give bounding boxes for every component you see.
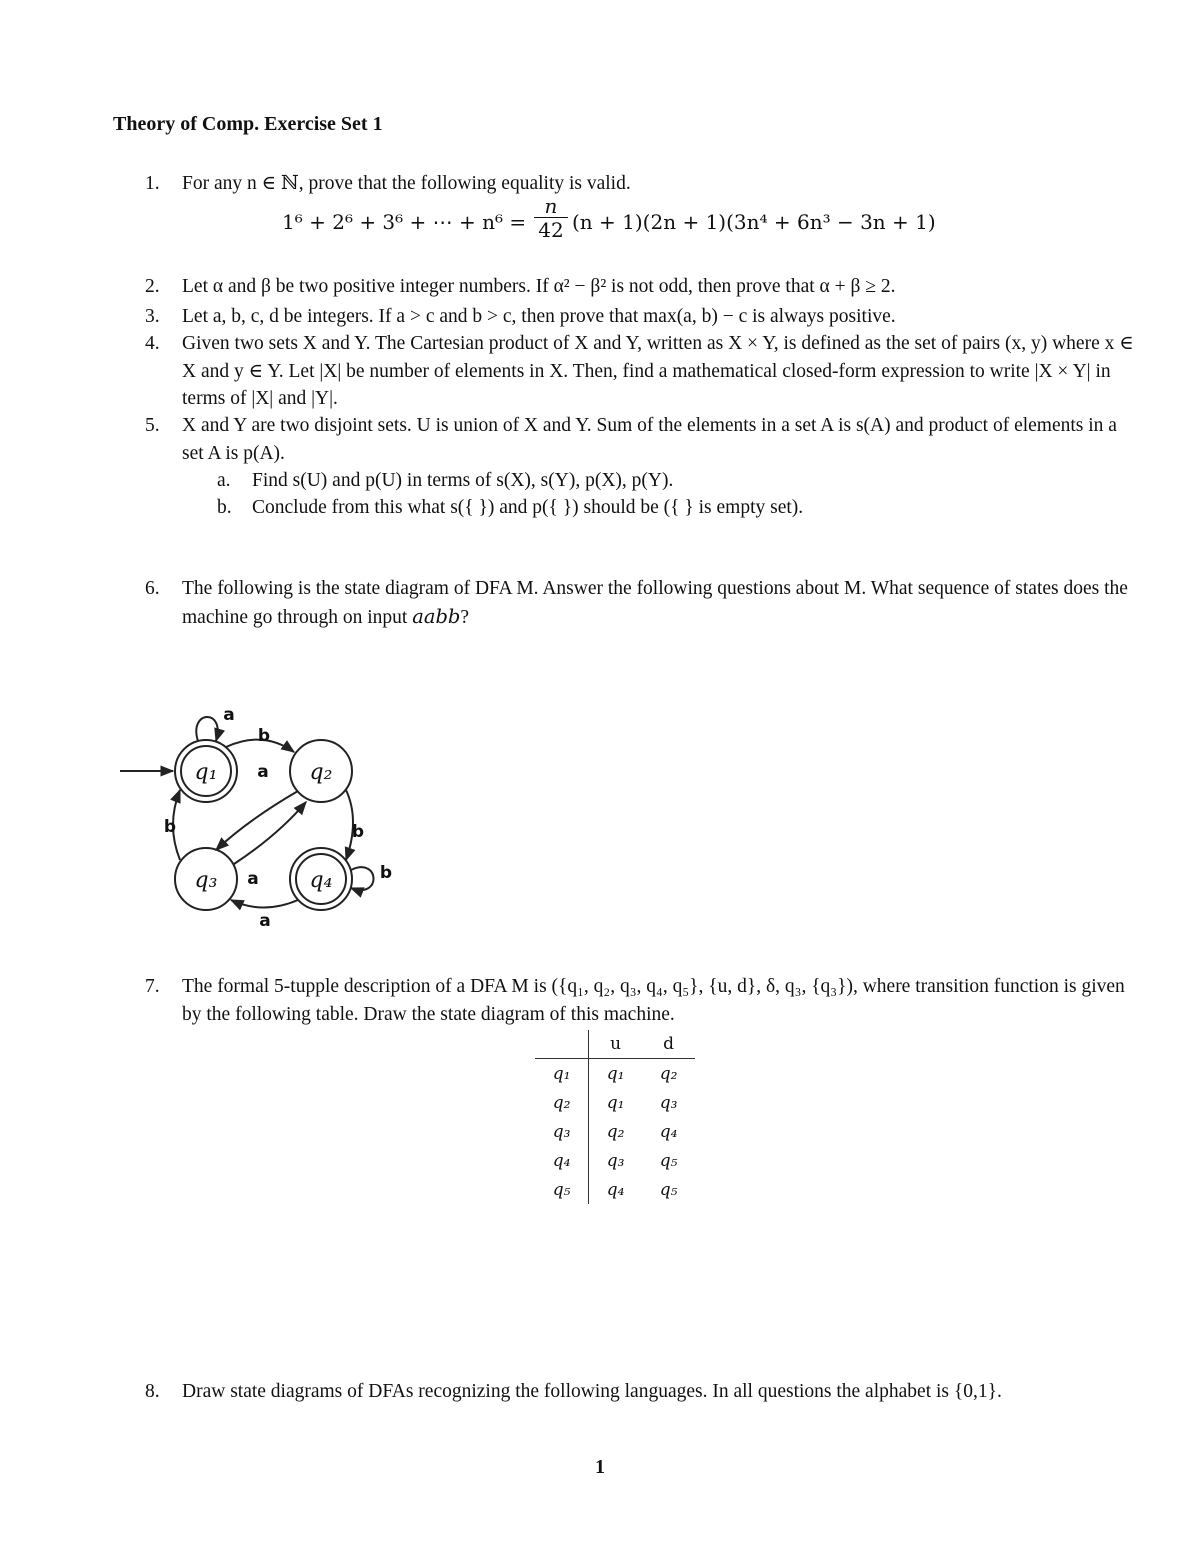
row-state: q₃	[535, 1117, 589, 1146]
table-row	[535, 1146, 695, 1175]
state-label-q3: q₃	[194, 868, 218, 893]
page-number: 1	[595, 1456, 605, 1478]
row-state: q₁	[535, 1059, 589, 1089]
subquestion-letter: a.	[217, 470, 231, 491]
question-3	[145, 303, 1135, 331]
subquestion-letter: b.	[217, 497, 232, 518]
question-6	[145, 575, 1135, 631]
edge-q3-q4	[234, 802, 306, 864]
input-string: aabb	[412, 604, 461, 628]
row-state: q₅	[535, 1175, 589, 1204]
question-6-text: The following is the state diagram of DFA M. Answer the following questions about M. What sequence of states does the machine go through on input	[182, 578, 1128, 628]
edge-q4-q3	[231, 900, 298, 908]
table-header-d: d	[642, 1030, 695, 1059]
row-state: q₄	[535, 1146, 589, 1175]
edge-q4-self	[351, 867, 374, 890]
cell-d: q₃	[659, 1092, 678, 1113]
edge-label-q2-q4: b	[351, 822, 365, 842]
cell-u: q₂	[606, 1121, 625, 1142]
table-row	[535, 1088, 695, 1117]
question-5b	[217, 494, 1117, 522]
question-text	[182, 575, 1135, 631]
edge-label-q2-q3: a	[257, 762, 269, 782]
question-text: The formal 5-tupple description of a DFA M is ({q₁, q₂, q₃, q₄, q₅}, {u, d}, δ, q₃, {q₃}), where transition function is given by the following table. Draw the state diagram of this machine.	[182, 976, 1125, 1025]
formula-lhs: 1⁶ + 2⁶ + 3⁶ + ⋯ + n⁶ =	[282, 210, 527, 234]
state-label-q2: q₂	[309, 760, 333, 785]
question-number: 8.	[145, 1381, 160, 1402]
cell-d: q₂	[659, 1063, 678, 1084]
table-header-u: u	[589, 1030, 643, 1059]
subquestion-text: Find s(U) and p(U) in terms of s(X), s(Y), p(X), p(Y).	[252, 470, 674, 491]
edge-label-q4-self: b	[379, 863, 393, 883]
question-number: 4.	[145, 333, 160, 354]
question-text: Let α and β be two positive integer numbers. If α² − β² is not odd, then prove that α + β ≥ 2.	[182, 276, 896, 297]
dfa-state-diagram	[118, 690, 418, 940]
cell-u: q₃	[606, 1150, 625, 1171]
question-text: Draw state diagrams of DFAs recognizing the following languages. In all questions the alphabet is {0,1}.	[182, 1381, 1002, 1402]
question-4	[145, 330, 1135, 413]
question-number: 1.	[145, 173, 160, 194]
edge-label-q1-q2: b	[257, 726, 271, 746]
question-5a	[217, 467, 1117, 495]
equality-formula	[282, 196, 982, 252]
formula-rhs: (n + 1)(2n + 1)(3n⁴ + 6n³ − 3n + 1)	[572, 210, 936, 234]
formula-fraction	[534, 196, 568, 241]
question-1	[145, 170, 1135, 198]
subquestion-text: Conclude from this what s({ }) and p({ }) should be ({ } is empty set).	[252, 497, 804, 518]
edge-q2-q3	[216, 791, 298, 850]
state-label-q4: q₄	[309, 868, 333, 893]
cell-u: q₁	[606, 1092, 625, 1113]
question-text: X and Y are two disjoint sets. U is union of X and Y. Sum of the elements in a set A is s(A) and product of elements in a set A is p(A).	[182, 415, 1117, 464]
edge-label-q3-q4: a	[247, 869, 259, 889]
question-2	[145, 273, 1135, 301]
question-5	[145, 412, 1135, 467]
table-row	[535, 1117, 695, 1146]
table-row	[535, 1175, 695, 1204]
question-number: 2.	[145, 276, 160, 297]
table-row	[535, 1059, 695, 1089]
cell-d: q₄	[659, 1121, 678, 1142]
question-number: 5.	[145, 415, 160, 436]
cell-u: q₁	[606, 1063, 625, 1084]
fraction-denominator: 42	[538, 218, 564, 242]
edge-label-q3-q1: b	[163, 817, 177, 837]
cell-u: q₄	[606, 1179, 625, 1200]
question-number: 6.	[145, 578, 160, 599]
edge-q1-self	[196, 717, 217, 741]
question-number: 3.	[145, 306, 160, 327]
cell-d: q₅	[659, 1150, 678, 1171]
question-8	[145, 1378, 1135, 1406]
row-state: q₂	[535, 1088, 589, 1117]
document-title: Theory of Comp. Exercise Set 1	[113, 113, 383, 135]
edge-label-q4-q3: a	[259, 911, 271, 931]
transition-table	[535, 1030, 695, 1204]
question-text: Given two sets X and Y. The Cartesian product of X and Y, written as X × Y, is defined as the set of pairs (x, y) where x ∈ X and y ∈ Y. Let |X| be number of elements in X. Then, find a mathematical closed-form expression to write |X × Y| in terms of |X| and |Y|.	[182, 333, 1134, 409]
question-7	[145, 973, 1135, 1028]
question-text: Let a, b, c, d be integers. If a > c and b > c, then prove that max(a, b) − c is always positive.	[182, 306, 896, 327]
edge-label-q1-self: a	[223, 705, 235, 725]
state-label-q1: q₁	[194, 760, 218, 785]
cell-d: q₅	[659, 1179, 678, 1200]
question-text: For any n ∈ ℕ, prove that the following equality is valid.	[182, 173, 631, 194]
question-number: 7.	[145, 976, 160, 997]
fraction-numerator: n	[544, 194, 558, 218]
question-6-end: ?	[460, 606, 470, 628]
